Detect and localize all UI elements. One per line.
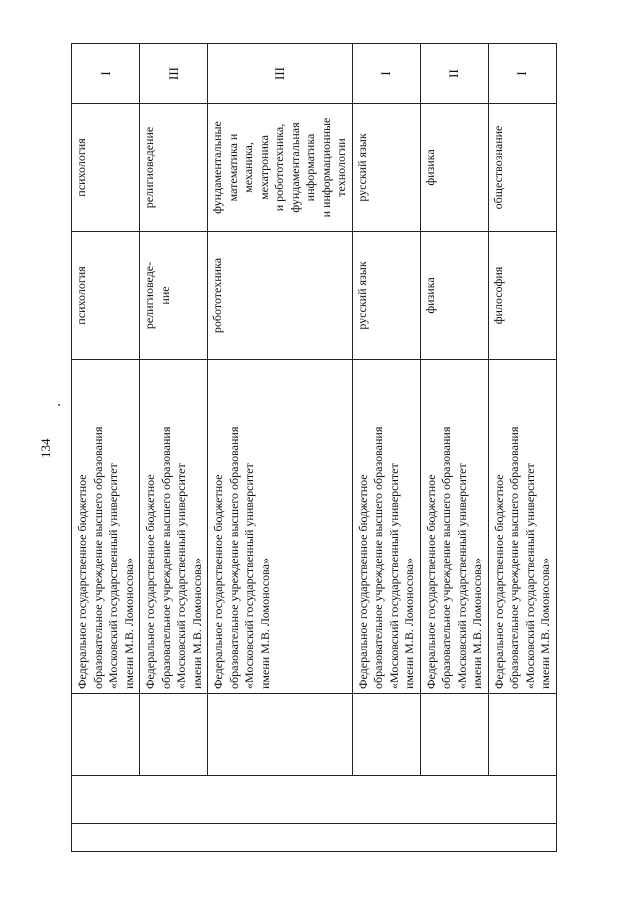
exam-cell: философия — [488, 232, 556, 360]
subject-cell: фундаментальные математика и механика, мехатроника и робототехника, фундаментальная информатика и информационные технологии — [208, 104, 353, 232]
table-row — [72, 44, 140, 852]
subject-cell: физика — [420, 104, 488, 232]
university-cell: Федеральное государственное бюджетное образовательное учреждение высшего образования «Московский государственный университет имени М.В. Ломоносова» — [488, 360, 556, 694]
exam-cell: психология — [72, 232, 140, 360]
olympiad-table-rotated — [71, 44, 552, 852]
subject-cell: обществознание — [488, 104, 556, 232]
olympiad-name-cell — [72, 776, 557, 824]
exam-cell: физика — [420, 232, 488, 360]
level-cell: I — [488, 44, 556, 104]
profile-cell — [420, 694, 488, 776]
table-row — [420, 44, 488, 852]
level-cell: III — [208, 44, 353, 104]
exam-cell: религиоведе- ние — [140, 232, 208, 360]
level-cell: III — [140, 44, 208, 104]
olympiad-table — [71, 43, 557, 852]
profile-cell — [208, 694, 353, 776]
subject-cell: психология — [72, 104, 140, 232]
university-cell: Федеральное государственное бюджетное образовательное учреждение высшего образования «Московский государственный университет имени М.В. Ломоносова» — [420, 360, 488, 694]
university-cell: Федеральное государственное бюджетное образовательное учреждение высшего образования «Московский государственный университет имени М.В. Ломоносова» — [208, 360, 353, 694]
university-cell: Федеральное государственное бюджетное образовательное учреждение высшего образования «Московский государственный университет имени М.В. Ломоносова» — [140, 360, 208, 694]
subject-cell: русский язык — [352, 104, 420, 232]
scan-speck — [58, 404, 60, 406]
table-row — [208, 44, 353, 852]
exam-cell: русский язык — [352, 232, 420, 360]
profile-cell — [140, 694, 208, 776]
exam-cell: робототехника — [208, 232, 353, 360]
level-cell: I — [72, 44, 140, 104]
profile-cell — [488, 694, 556, 776]
university-cell: Федеральное государственное бюджетное образовательное учреждение высшего образования «Московский государственный университет имени М.В. Ломоносова» — [352, 360, 420, 694]
page-number: 134 — [38, 438, 53, 458]
table-row — [488, 44, 556, 852]
subject-cell: религиоведение — [140, 104, 208, 232]
level-cell: I — [352, 44, 420, 104]
table-row — [140, 44, 208, 852]
profile-cell — [352, 694, 420, 776]
row-number-cell — [72, 824, 557, 852]
university-cell: Федеральное государственное бюджетное образовательное учреждение высшего образования «Московский государственный университет имени М.В. Ломоносова» — [72, 360, 140, 694]
level-cell: II — [420, 44, 488, 104]
table-row — [352, 44, 420, 852]
profile-cell — [72, 694, 140, 776]
